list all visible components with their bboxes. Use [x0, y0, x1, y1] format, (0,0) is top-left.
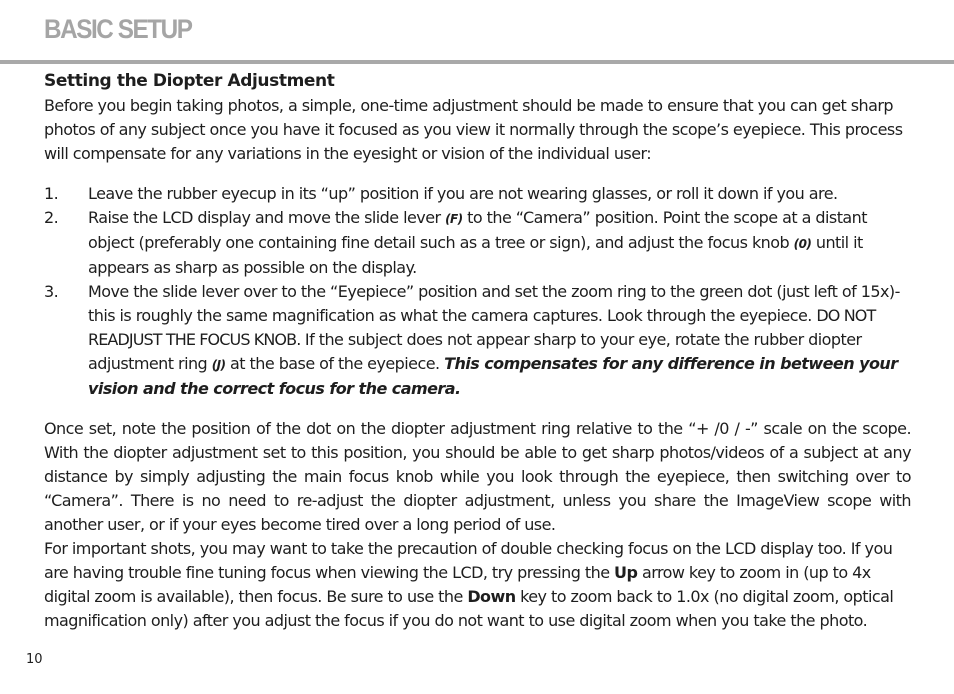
- important-shots-paragraph: [44, 537, 911, 633]
- paragraph-part: arrow key to zoom in (up to 4x digital zoom is available), then focus. Be sure to use the: [44, 563, 871, 606]
- part-reference: (J): [211, 358, 226, 372]
- emphasis-text: This compensates for any difference in between your vision and the correct focus for the camera.: [88, 354, 898, 398]
- list-item: [44, 280, 911, 401]
- part-reference: (F): [445, 212, 463, 226]
- main-content: [44, 68, 911, 633]
- part-reference: (0): [793, 237, 812, 251]
- step-text-part: If the subject does not appear sharp to your eye, rotate the rubber diopter adjustment ring: [88, 330, 862, 373]
- step-text: [88, 280, 911, 401]
- key-name-up: Up: [614, 563, 638, 582]
- once-set-paragraph: Once set, note the position of the dot on the diopter adjustment ring relative to the “+ /0 / -” scale on the scope. With the diopter adjustment set to this position, you should be able to get sharp photos/videos of a subject at any distance by simply adjusting the main focus knob while you look through the eyepiece, then switching over to “Camera”. There is no need to re-adjust the diopter adjustment, unless you share the ImageView scope with another user, or if your eyes become tired over a long period of use.: [44, 419, 911, 534]
- list-item: [44, 206, 911, 280]
- step-text-part: to the “Camera” position. Point the scope at a distant object (preferably one containing fine detail such as a tree or sign), and adjust the focus knob: [88, 208, 868, 252]
- paragraph-part: For important shots, you may want to take the precaution of double checking focus on the LCD display too. If you are having trouble fine tuning focus when viewing the LCD, try pressing the: [44, 539, 893, 582]
- step-text-part: Move the slide lever over to the “Eyepiece” position and set the zoom ring to the green dot (just left of 15x)-this is roughly the same magnification as what the camera captures. Look through the eyepiece.: [88, 282, 900, 325]
- step-number: 1.: [44, 184, 59, 203]
- step-text: Leave the rubber eyecup in its “up” position if you are not wearing glasses, or roll it down if you are.: [88, 184, 838, 203]
- page-header-title: BASIC SETUP: [44, 14, 192, 44]
- step-text-part: Raise the LCD display and move the slide lever: [88, 208, 446, 227]
- step-number: 3.: [44, 282, 59, 301]
- section-title: Setting the Diopter Adjustment: [44, 71, 335, 91]
- intro-paragraph: Before you begin taking photos, a simple, one-time adjustment should be made to ensure that you can get sharp photos of any subject once you have it focused as you view it normally through the scope’s eyepiece. This process will compensate for any variations in the eyesight or vision of the individual user:: [44, 96, 903, 163]
- list-item: [44, 182, 911, 206]
- header-divider: [0, 60, 954, 64]
- paragraph-part: key to zoom back to 1.0x (no digital zoom, optical magnification only) after you adjust the focus if you do not want to use digital zoom when you take the photo.: [44, 587, 894, 630]
- step-text: [88, 206, 911, 280]
- key-name-down: Down: [467, 587, 516, 606]
- step-number: 2.: [44, 208, 59, 227]
- step-text-part: at the base of the eyepiece.: [225, 354, 445, 373]
- step-text-part: until it appears as sharp as possible on the display.: [88, 233, 863, 277]
- warning-caps-text: DO NOT READJUST THE FOCUS KNOB.: [88, 306, 876, 349]
- page-number: 10: [26, 652, 43, 667]
- steps-list: [44, 182, 911, 401]
